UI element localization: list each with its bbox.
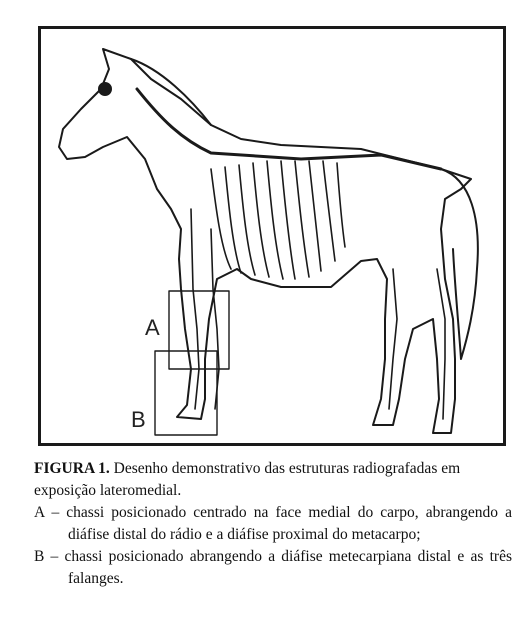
ribcage bbox=[211, 161, 345, 279]
horse-eye bbox=[99, 83, 111, 95]
label-b: B bbox=[131, 407, 146, 432]
caption-title bbox=[34, 458, 512, 502]
figure-frame bbox=[38, 26, 506, 446]
label-a: A bbox=[145, 315, 160, 340]
figure-caption bbox=[34, 458, 512, 590]
caption-item-b: B – chassi posicionado abrangendo a diáfise metecarpiana distal e as três falanges. bbox=[34, 548, 512, 587]
caption-item-a: A – chassi posicionado centrado na face medial do carpo, abrangendo a diáfise distal do rádio e a diáfise proximal do metacarpo; bbox=[34, 504, 512, 543]
hind-leg-bones bbox=[389, 269, 445, 419]
horse-outline bbox=[59, 49, 471, 433]
horse-skeleton-drawing bbox=[41, 29, 503, 443]
caption-description: Desenho demonstrativo das estruturas radiografadas em exposição lateromedial. bbox=[34, 460, 461, 499]
caption-figure-number: FIGURA 1. bbox=[34, 460, 110, 477]
box-b bbox=[155, 351, 217, 435]
